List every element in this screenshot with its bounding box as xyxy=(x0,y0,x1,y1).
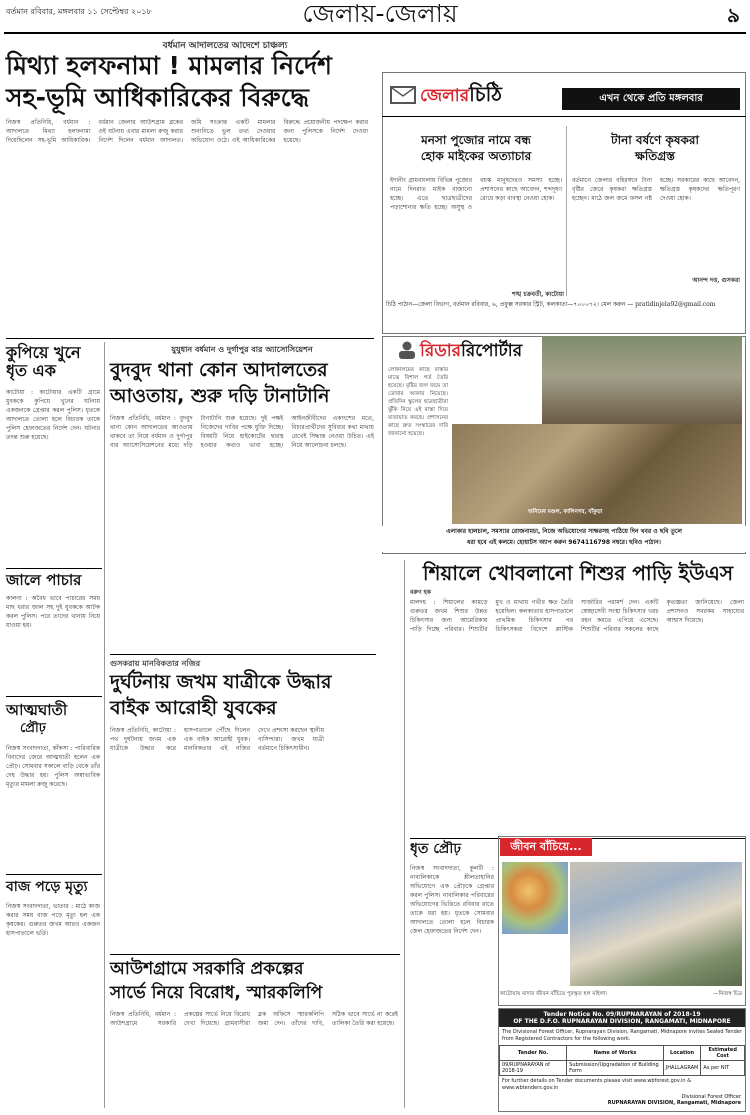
section-title: জেলায়-জেলায় xyxy=(302,0,458,28)
jibon-map-image xyxy=(502,862,568,934)
reader-footer-line-2: ধরা হবে এই কলমে। হোয়াটস অ্যাপ করুন 9674116798 নম্বরে। ছবিও পাঠান। xyxy=(467,539,661,546)
letter1-title-2: হোক মাইকের অত্যাচার xyxy=(420,149,532,163)
kupiye-headline: কুপিয়ে খুনে ধৃত এক xyxy=(6,343,81,380)
jelar-chithi-banner xyxy=(562,88,740,110)
jale-rule xyxy=(6,696,102,697)
atmo-headline-1: আত্মঘাতী xyxy=(6,701,68,719)
tender-box xyxy=(498,1008,746,1112)
budbud-kicker: যুযুধান বর্ধমান ও দুর্গাপুর বার অ্যাসোসিয়েশন xyxy=(171,345,313,354)
baj-headline: বাজ পড়ে মৃত্যু xyxy=(6,879,88,895)
aush-headline-1: আউশগ্রামে সরকারি প্রকল্পের xyxy=(110,959,304,979)
dateline: বর্তমান রবিবার, মঙ্গলবার ১১ সেপ্টেম্বর ২০১৮ xyxy=(6,7,152,16)
lead-body: নিজস্ব প্রতিনিধি, বর্ধমান : আদালতে মিথ্যা হলফনামা দিয়েছিলেন সহ-ভূমি আধিকারিক। বর্ধমান জেলার আউশগ্রাম ব্লকের ওই ঘটনায় এবার মামলা রুজু করার নির্দেশ দিলেন বর্ধমান আদালত। জমি সংক্রান্ত একটি মামলার শুনানিতে ভুল তথ্য দেওয়ার অভিযোগ ওঠে। ওই আধিকারিকের বিরুদ্ধে প্রয়োজনীয় পদক্ষেপ করার জন্য পুলিসকে নির্দেশ দেওয়া হয়েছে। xyxy=(6,119,368,144)
reader-reporter-logo-b: রিপোর্টার xyxy=(461,341,523,361)
jibon-photo xyxy=(570,862,742,986)
reader-body: লোকালয়ের কাছে রাস্তার মাঝে বিশাল গর্ত তৈরি হয়েছে। বৃষ্টির জল জমে তা ডোবার আকার নিয়েছে। প্রতিদিন স্কুলের ছাত্রছাত্রীরা ঝুঁকি নিয়ে এই রাস্তা দিয়ে যাতায়াত করছে। প্রশাসনের কাছে দ্রুত সংস্কারের দাবি জানানো হয়েছে। xyxy=(388,367,448,437)
tender-footer: For further details on Tender documents please visit www.wbforest.gov.in & www.wbtenders.gov.in xyxy=(502,1078,692,1091)
left-column-divider xyxy=(104,342,105,1108)
tender-col-header: Tender No. xyxy=(500,1046,567,1061)
tender-signed-2: RUPNARAYAN DIVISION, Rangamati, Midnapore xyxy=(607,1100,741,1106)
budbud-headline-2: আওতায়, শুরু দড়ি টানাটানি xyxy=(110,385,330,407)
letter1-title-1: মনসা পুজোর নামে বন্ধ xyxy=(421,133,531,147)
shiyale-byline: বরুণ হক xyxy=(410,589,432,596)
tender-table xyxy=(499,1045,745,1076)
dhrito-body: নিজস্ব সংবাদদাতা, কুলটি : নাবালিকাকে শ্লীলতাহানির অভিযোগে এক প্রৌঢ়কে গ্রেপ্তার করল পুলিস। নাবালিকার পরিবারের অভিযোগের ভিত্তিতে রবিবার রাতে তাকে ধরা হয়। ধৃতকে সোমবার আদালতে তোলা হলে বিচারক জেল হেফাজতের নির্দেশ দেন। xyxy=(410,865,494,935)
tender-col-header: Location xyxy=(663,1046,701,1061)
tender-title-bar xyxy=(499,1009,745,1027)
atmo-body: নিজস্ব সংবাদদাতা, কাঁকসা : পারিবারিক বিবাদের জেরে আত্মঘাতী হলেন এক প্রৌঢ়। সোমবার সকালে বাড়ি থেকে তাঁর দেহ উদ্ধার হয়। পুলিস অস্বাভাবিক মৃত্যুর মামলা রুজু করেছে। xyxy=(6,745,100,788)
reader-footer-line-1: এলাকার হালচাল, সমস্যার রোজনামচা, নিজে অভিযোগের সাক্ষরসহ পাঠিয়ে দিন খবর ও ছবি তুলে xyxy=(446,528,682,535)
letter-icon xyxy=(390,86,416,104)
tender-table-row xyxy=(500,1061,745,1076)
tender-col-header: Name of Works xyxy=(567,1046,664,1061)
aush-body: নিজস্ব প্রতিনিধি, বর্ধমান : আউশগ্রামে সরকারি প্রকল্পের সার্ভে নিয়ে বিরোধ দেখা দিয়েছে। গ্রামবাসীরা ব্লক অফিসে স্মারকলিপি জমা দেন। তাঁদের দাবি, সঠিক ভাবে সার্ভে না করেই তালিকা তৈরি করা হয়েছে। xyxy=(110,1011,398,1027)
letter2-sign: আনন্দ দত্ত, গুসকরা xyxy=(692,277,740,284)
durghatana-body: নিজস্ব প্রতিনিধি, কাটোয়া : পথ দুর্ঘটনায় জখম এক যাত্রীকে উদ্ধার করে হাসপাতালে পৌঁছে দিলেন এক বাইক আরোহী যুবক। মানবিকতার এই নজির দেখে প্রশংসা করছেন স্থানীয় বাসিন্দারা। জখম যাত্রী বর্তমানে চিকিৎসাধীন। xyxy=(110,727,324,752)
jibon-title-badge xyxy=(500,838,592,856)
kupiye-body: কাটোয়া : কাটোয়ার একটি গ্রামে যুবককে কুপিয়ে খুনের ঘটনায় একজনকে গ্রেপ্তার করল পুলিস। ধৃতকে আদালতে তোলা হলে বিচারক তাকে পুলিস হেফাজতের নির্দেশ দেন। ঘটনার তদন্ত শুরু হয়েছে। xyxy=(6,389,100,441)
letter1-sign: শঙ্খ চক্রবর্তী, কাটোয়া xyxy=(512,291,564,298)
jelar-chithi-logo-b: চিঠি xyxy=(469,82,502,106)
page-number: ৯ xyxy=(727,3,740,27)
letter1-body: ইদানীং গ্রামবাংলায় বিভিন্ন পুজোর নামে দিনরাত মাইক বাজানো হচ্ছে। এতে ছাত্রছাত্রীদের পড়াশোনার ক্ষতি হচ্ছে। অসুস্থ ও বয়স্ক মানুষদেরও সমস্যা হচ্ছে। প্রশাসনের কাছে আবেদন, শব্দদূষণ রোধে কড়া ব্যবস্থা নেওয়া হোক। xyxy=(390,177,562,211)
atmo-rule xyxy=(6,874,102,875)
shiyale-headline: শিয়ালে খোবলানো শিশুর পাড়ি ইউএস xyxy=(422,561,734,585)
lead-headline-2: সহ-ভূমি আধিকারিকের বিরুদ্ধে xyxy=(6,83,309,112)
durghatana-rule xyxy=(110,954,400,955)
jibon-caption: কাটোয়ায় মাদার জীবন বাঁচিয়ে পুরস্কৃত হল মহিলা। xyxy=(500,991,608,997)
jelar-chithi-divider xyxy=(566,126,567,296)
reporter-icon xyxy=(396,340,418,360)
reader-sign: অনিমেষ মণ্ডল, কালিনগর, বাঁকুড়া xyxy=(528,509,603,515)
tender-cell: 09/RUPNARAYAN of 2018-19 xyxy=(500,1061,567,1076)
jelar-chithi-logo xyxy=(420,80,540,110)
letter2-body: বর্তমানে জেলার বহিরঙ্গনে টানা বৃষ্টির জেরে কৃষকরা ক্ষতিগ্রস্ত হচ্ছেন। মাঠে জল জমে ফসল নষ্ট হচ্ছে। সরকারের কাছে আবেদন, ক্ষতিগ্রস্ত কৃষকদের ক্ষতিপূরণ দেওয়া হোক। xyxy=(572,177,740,202)
atmo-headline-2: প্রৌঢ় xyxy=(20,721,46,736)
center-column-divider xyxy=(404,560,405,1108)
jelar-chithi-banner-text: এখন থেকে প্রতি মঙ্গলবার xyxy=(599,93,703,104)
durghatana-kicker: গুসকরায় মানবিকতার নজির xyxy=(110,659,201,668)
shiyale-body: মালদহ : শিয়ালের কামড়ে গুরুতর জখম শিশুর উন্নত চিকিৎসার জন্য আমেরিকায় পাড়ি দিচ্ছে পরিবার। শিশুটির মুখ ও মাথায় গভীর ক্ষত তৈরি হয়েছিল। কলকাতার হাসপাতালে প্রাথমিক চিকিৎসার পর চিকিৎসকরা বিদেশে প্লাস্টিক সার্জারির পরামর্শ দেন। একটি স্বেচ্ছাসেবী সংস্থা চিকিৎসার খরচ বহন করতে এগিয়ে এসেছে। শিশুটির পরিবার সকলের কাছে কৃতজ্ঞতা জানিয়েছে। জেলা প্রশাসনও সবরকম সাহায্যের আশ্বাস দিয়েছে। xyxy=(410,599,744,633)
jale-headline: জালে পাচার xyxy=(6,571,82,589)
jelar-chithi-address: চিঠি পাঠান—জেলা বিভাগ, বর্তমান রবিবার, ৬, প্রফুল্ল সরকার স্ট্রিট, কলকাতা—৭০০০৭২। মেল করুন — pratidinjela92@gmail.com xyxy=(386,301,716,308)
lead-rule xyxy=(6,338,374,339)
tender-cell: Submission/Upgradation of Building Form xyxy=(567,1061,664,1076)
letter2-title-2: ক্ষতিগ্রস্ত xyxy=(635,149,675,163)
tender-cell: JHALLAGRAM xyxy=(663,1061,701,1076)
jale-body: কালনা : অবৈধ ভাবে পাচারের সময় মাছ ধরার জাল সহ দুই যুবককে আটক করল পুলিস। পরে তাদের থানায় নিয়ে যাওয়া হয়। xyxy=(6,595,100,629)
reader-footer xyxy=(382,526,746,552)
baj-body: নিজস্ব সংবাদদাতা, ভাতার : মাঠে কাজ করার সময় বাজ পড়ে মৃত্যু হল এক কৃষকের। গুরুতর জখম আরও একজন হাসপাতালে ভর্তি। xyxy=(6,903,100,937)
header-rule xyxy=(4,32,746,34)
lead-headline-1: মিথ্যা হলফনামা ! মামলার নির্দেশ xyxy=(6,51,332,80)
letter2-title-1: টানা বর্ষণে কৃষকরা xyxy=(611,133,699,147)
kupiye-rule xyxy=(6,568,102,569)
budbud-headline-1: বুদবুদ থানা কোন আদালতের xyxy=(110,359,328,381)
jelar-chithi-logo-a: জেলার xyxy=(420,86,470,106)
reader-reporter-logo-a: রিডার xyxy=(420,341,462,361)
aush-headline-2: সার্ভে নিয়ে বিরোধ, স্মারকলিপি xyxy=(110,983,323,1003)
jibon-title: জীবন বাঁচিয়ে... xyxy=(510,840,582,853)
jelar-chithi-rule xyxy=(382,116,746,117)
tender-signed-1: Divisional Forest Officer xyxy=(681,1094,741,1100)
tender-title-1: Tender Notice No. 09/RUPNARAYAN of 2018-19 xyxy=(543,1011,701,1018)
dhrito-headline: ধৃত প্রৌঢ় xyxy=(410,841,461,857)
budbud-body: নিজস্ব প্রতিনিধি, বর্ধমান : বুদবুদ থানা কোন আদালতের আওতায় থাকবে তা নিয়ে বর্ধমান ও দুর্গাপুর বার অ্যাসোসিয়েশনের মধ্যে দড়ি টানাটানি শুরু হয়েছে। দুই পক্ষই নিজেদের দাবির পক্ষে যুক্তি দিচ্ছে। বিষয়টি নিয়ে হাইকোর্টের দ্বারস্থ হওয়ার কথাও ভাবা হচ্ছে। আইনজীবীদের একাংশের মতে, বিচারপ্রার্থীদের সুবিধার কথা মাথায় রেখেই সিদ্ধান্ত নেওয়া উচিত। এই নিয়ে আলোচনা চলছে। xyxy=(110,415,374,449)
tender-col-header: Estimated Cost xyxy=(701,1046,745,1061)
jibon-credit: —নিজস্ব চিত্র xyxy=(713,991,742,997)
lead-kicker: বর্ধমান আদালতের আদেশে চাঞ্চল্য xyxy=(162,41,288,51)
durghatana-headline-2: বাইক আরোহী যুবকের xyxy=(110,697,277,719)
budbud-rule xyxy=(110,654,376,655)
durghatana-headline-1: দুর্ঘটনায় জখম যাত্রীকে উদ্ধার xyxy=(110,671,332,693)
tender-body: The Divisional Forest Officer, Rupnarayan Division, Rangamati, Midnapore invites Sealed Tender from Registered Contractors for the following work. xyxy=(502,1029,742,1042)
tender-title-2: OF THE D.F.O. RUPNARAYAN DIVISION, RANGAMATI, MIDNAPORE xyxy=(513,1018,731,1025)
reader-photo-top xyxy=(542,336,742,424)
tender-table-header xyxy=(500,1046,745,1061)
tender-cell: As per NIT xyxy=(701,1061,745,1076)
